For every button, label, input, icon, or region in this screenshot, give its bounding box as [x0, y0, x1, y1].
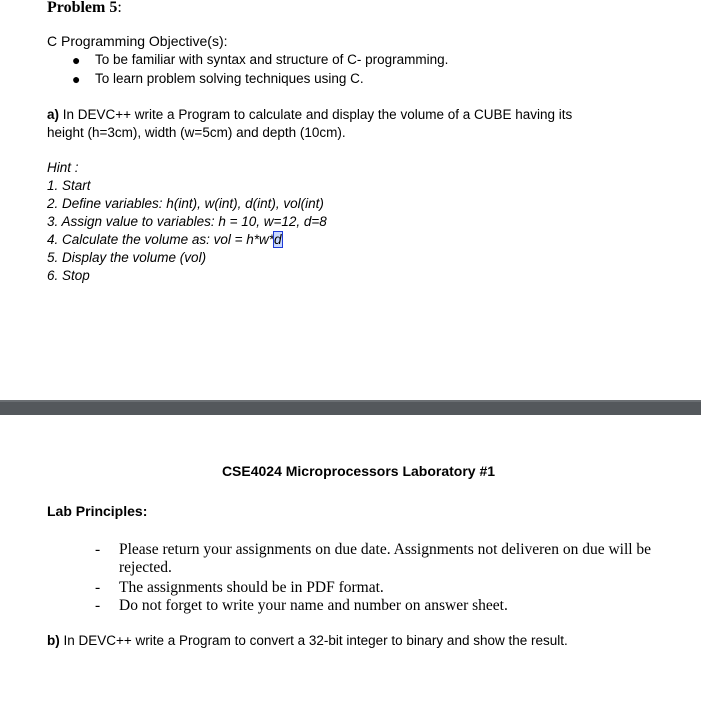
lab-principles-heading: Lab Principles:	[47, 503, 148, 519]
hint-title: Hint :	[47, 160, 79, 175]
hint-step: 5. Display the volume (vol)	[47, 250, 207, 265]
bullet-icon: ●	[72, 71, 81, 87]
part-b-text: b) In DEVC++ write a Program to convert a 32-bit integer to binary and show the result.	[47, 633, 568, 648]
objectives-heading: C Programming Objective(s):	[47, 33, 228, 49]
hint-step[interactable]: 4. Calculate the volume as: vol = h*w*d	[47, 232, 282, 247]
text-selection-cursor[interactable]: d	[274, 232, 282, 247]
hint-step: 2. Define variables: h(int), w(int), d(int), vol(int)	[47, 196, 324, 211]
hint-step: 1. Start	[47, 178, 91, 193]
page-separator	[0, 400, 701, 415]
hint-step: 3. Assign value to variables: h = 10, w=12, d=8	[47, 214, 327, 229]
dash-bullet: -	[95, 541, 101, 558]
problem-title: Problem 5:	[47, 0, 122, 16]
bullet-icon: ●	[72, 52, 81, 68]
document-page-1: Problem 5: C Programming Objective(s): ● To be familiar with syntax and structure of C- programming. ● To learn problem solving techniques using C. a) In DEVC++ write a Program to calculate and display the volume of a CUBE having its height (h=3cm), width (w=5cm) and depth (10cm). Hint : 1. Start 2. Define variables: h(int), w(int), d(int), vol(int) 3. Assign value to variables: h = 10, w=12, d=8 4. Calculate the volume as: vol = h*w*d 5. Display the volume (vol) 6. Stop	[0, 0, 701, 400]
lab-title: CSE4024 Microprocessors Laboratory #1	[221, 463, 496, 479]
part-a-text: a) In DEVC++ write a Program to calculate and display the volume of a CUBE having its height (h=3cm), width (w=5cm) and depth (10cm).	[47, 107, 573, 140]
hint-step: 6. Stop	[47, 268, 90, 283]
dash-bullet: -	[95, 579, 101, 596]
rule-item-continuation: rejected.	[119, 559, 172, 576]
dash-bullet: -	[95, 597, 101, 614]
